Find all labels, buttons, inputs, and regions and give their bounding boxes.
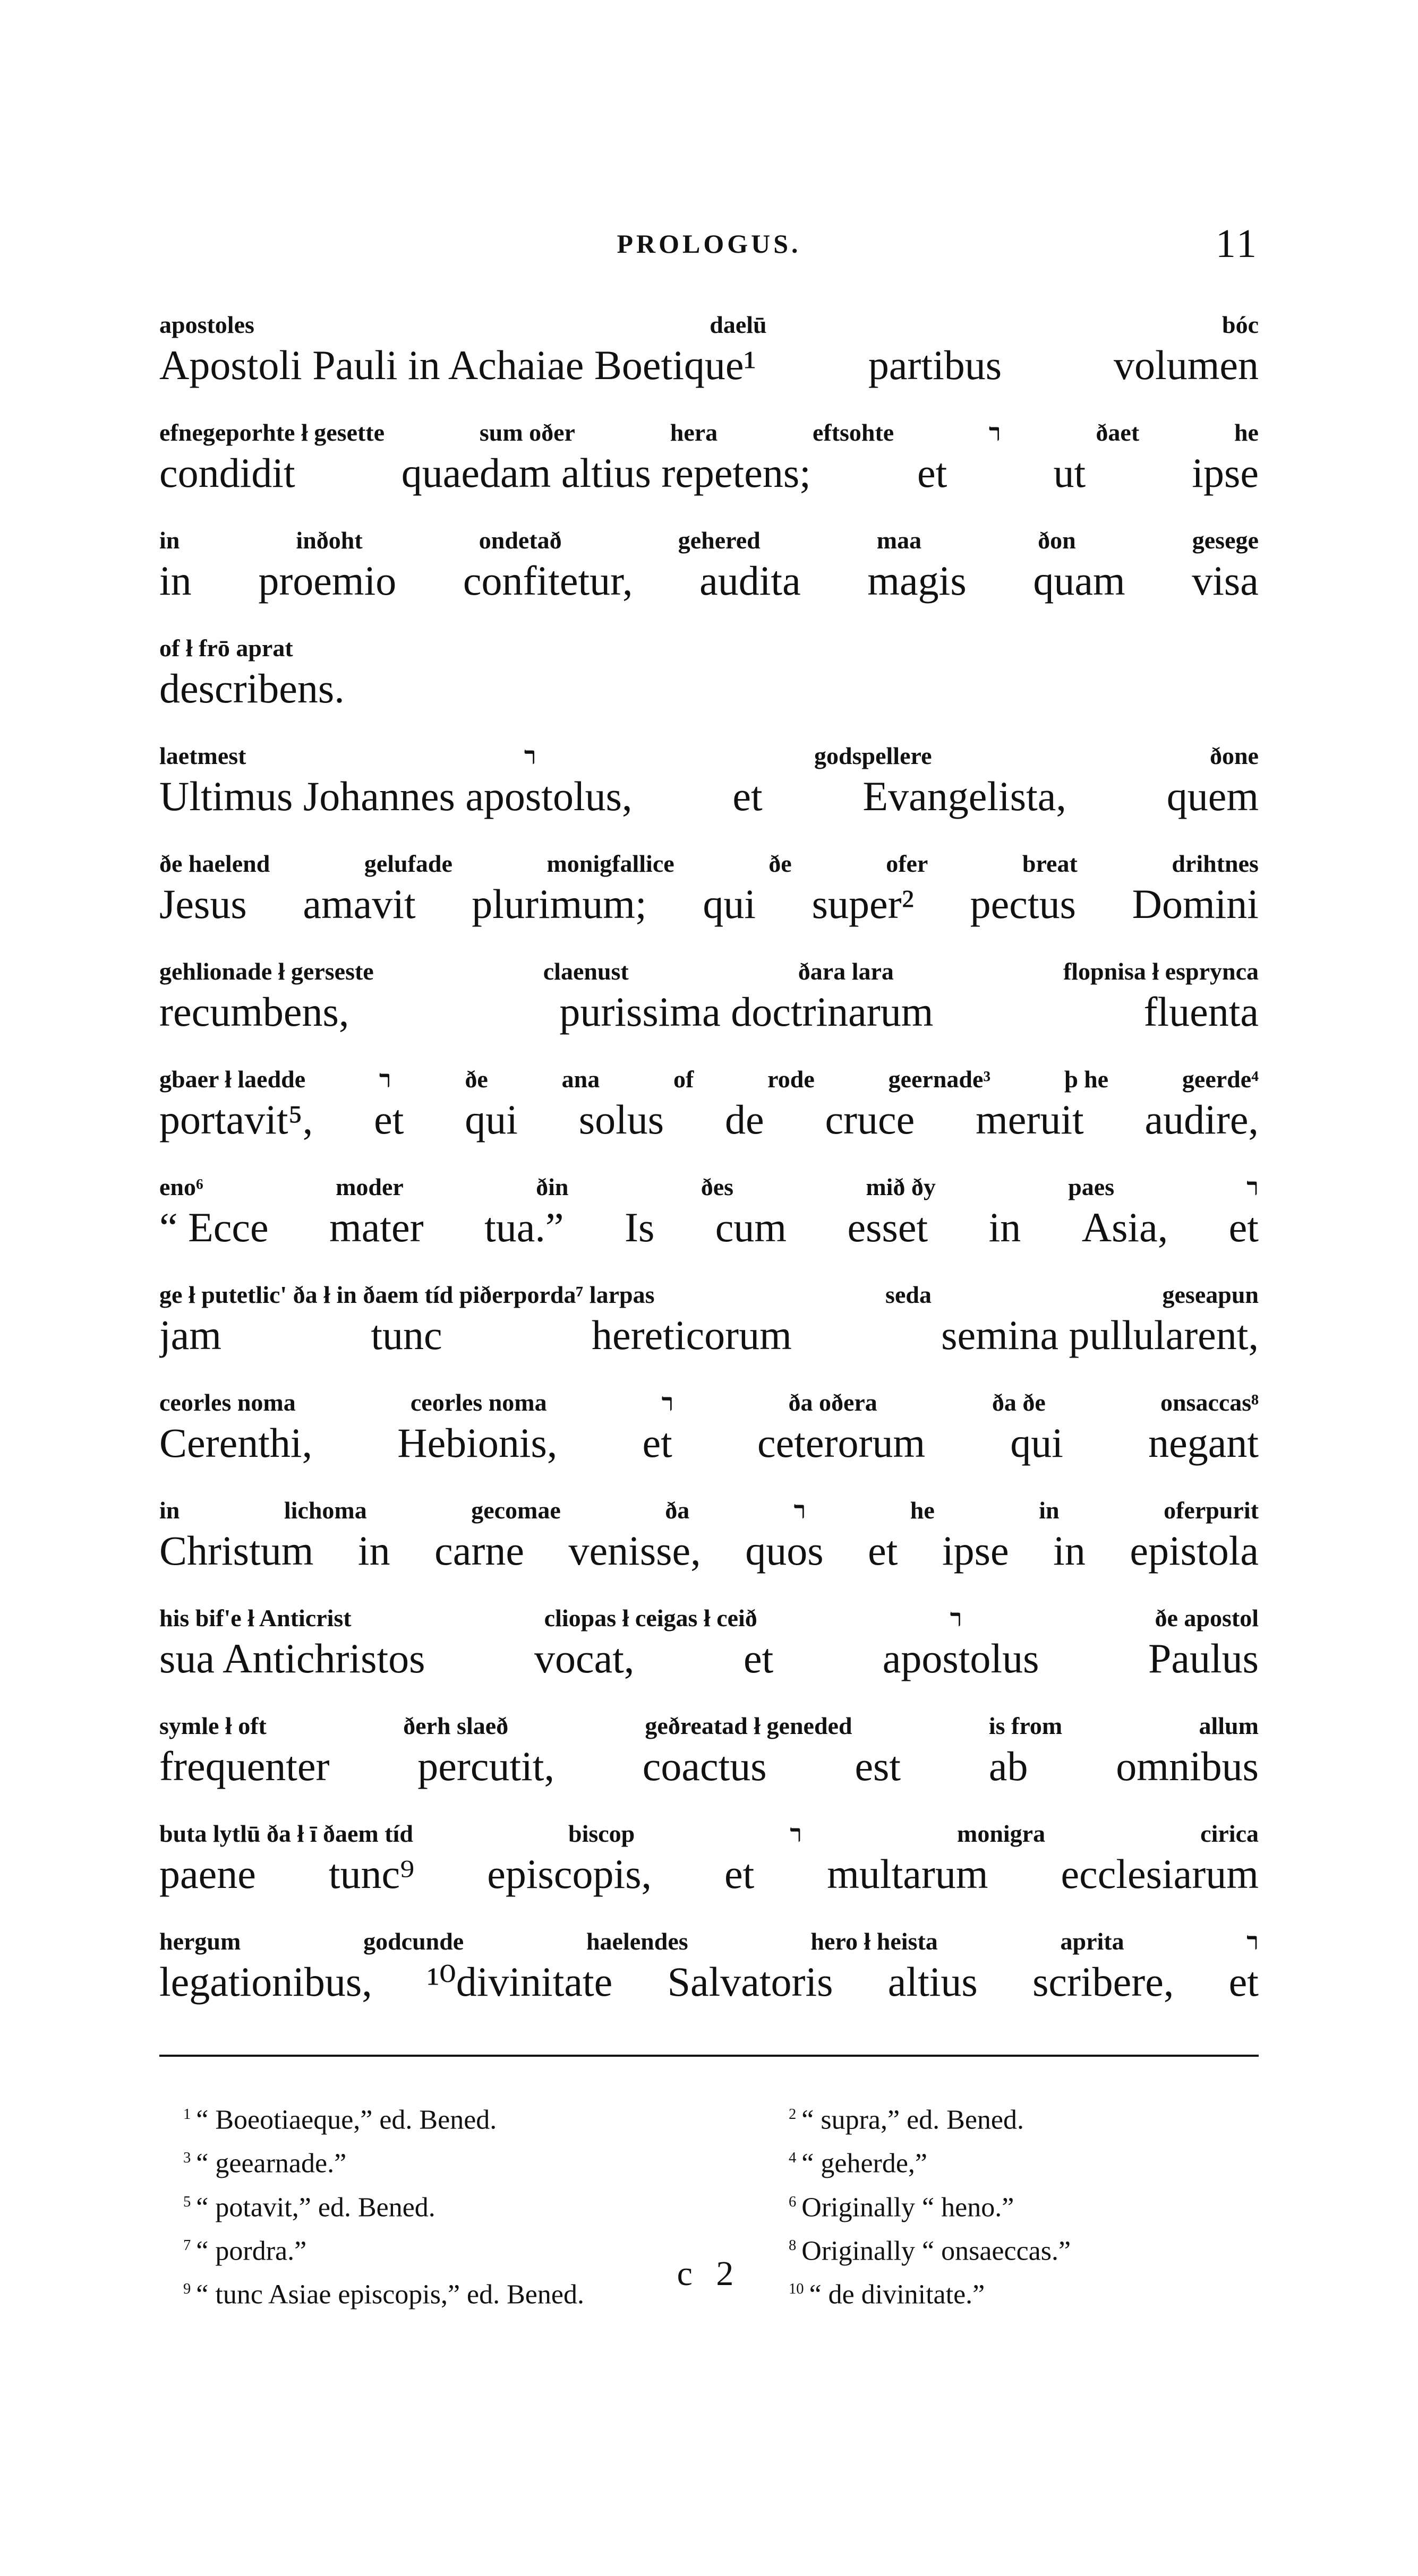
gloss-line <box>159 957 1259 990</box>
gloss-word: aprita <box>1060 1928 1124 1955</box>
latin-word: semina pullularent, <box>941 1312 1259 1358</box>
gloss-word: ר <box>1246 1928 1259 1955</box>
latin-word: purissima doctrinarum <box>559 989 934 1035</box>
latin-word: Is <box>624 1204 655 1250</box>
gloss-word: ofer <box>886 850 928 877</box>
gloss-word: ceorles noma <box>159 1389 296 1416</box>
interlinear-text <box>159 311 1259 2035</box>
gloss-word: ðes <box>701 1173 734 1200</box>
latin-word: percutit, <box>417 1743 554 1789</box>
gloss-word: ðone <box>1209 742 1259 769</box>
latin-word: ipse <box>942 1527 1009 1574</box>
footnote-mark: 10 <box>789 2281 804 2298</box>
latin-word: in <box>988 1204 1021 1250</box>
latin-word: fluenta <box>1143 989 1259 1035</box>
footnote <box>789 2097 1267 2137</box>
latin-word: tunc⁹ <box>328 1851 415 1897</box>
latin-word: et <box>917 450 947 496</box>
gloss-line <box>159 1604 1259 1637</box>
latin-word: jam <box>159 1312 221 1358</box>
gloss-word: daelū <box>710 311 767 338</box>
gloss-word: godspellere <box>814 742 932 769</box>
latin-word: meruit <box>976 1096 1084 1143</box>
gloss-word: paes <box>1068 1173 1115 1200</box>
latin-word: scribere, <box>1032 1959 1174 2005</box>
gloss-word: gehered <box>678 527 761 554</box>
footnote-text: “ potavit,” ed. Bened. <box>196 2192 435 2222</box>
latin-word: visa <box>1192 557 1259 604</box>
line-pair <box>159 311 1259 418</box>
latin-word: epistola <box>1130 1527 1259 1574</box>
latin-word: proemio <box>258 557 397 604</box>
latin-line <box>159 449 1259 502</box>
gloss-word: is from <box>988 1712 1063 1739</box>
gloss-word: ר <box>661 1389 674 1416</box>
latin-line <box>159 665 1259 718</box>
latin-word: est <box>855 1743 901 1789</box>
gloss-word: ðe <box>768 850 792 877</box>
line-pair <box>159 1173 1259 1281</box>
footnote-mark: 4 <box>789 2150 797 2167</box>
latin-word: solus <box>578 1096 664 1143</box>
gloss-word: þ he <box>1064 1066 1109 1093</box>
gloss-word: godcunde <box>363 1928 464 1955</box>
gloss-word: ר <box>950 1604 962 1632</box>
latin-line <box>159 880 1259 933</box>
footnote-divider <box>159 2055 1259 2057</box>
latin-word: de <box>724 1096 764 1143</box>
footnote <box>789 2185 1267 2225</box>
gloss-word: biscop <box>568 1820 635 1847</box>
latin-line <box>159 1635 1259 1688</box>
footnote-mark: 9 <box>183 2281 191 2298</box>
gloss-word: ðon <box>1038 527 1076 554</box>
latin-word: ¹⁰divinitate <box>427 1959 613 2005</box>
gloss-line <box>159 634 1259 667</box>
latin-line <box>159 557 1259 610</box>
latin-word: Hebionis, <box>397 1420 558 1466</box>
latin-word: Jesus <box>159 881 247 927</box>
latin-word: tua.” <box>484 1204 564 1250</box>
line-pair <box>159 849 1259 957</box>
footnote-mark: 5 <box>183 2193 191 2210</box>
footnote <box>183 2185 789 2225</box>
signature-mark: c 2 <box>677 2254 741 2293</box>
latin-word: quos <box>745 1527 824 1574</box>
gloss-line <box>159 849 1259 882</box>
line-pair <box>159 1927 1259 2035</box>
gloss-word: gehlionade ł gerseste <box>159 958 374 985</box>
latin-word: et <box>642 1420 672 1466</box>
gloss-word: ר <box>790 1820 802 1847</box>
gloss-word: hero ł heista <box>810 1928 938 1955</box>
gloss-word: monigfallice <box>546 850 674 877</box>
gloss-word: geðreatad ł geneded <box>645 1712 852 1739</box>
gloss-word: ðe haelend <box>159 850 270 877</box>
latin-word: qui <box>703 881 756 927</box>
line-pair <box>159 957 1259 1065</box>
latin-word: describens. <box>159 665 345 711</box>
latin-line <box>159 1850 1259 1903</box>
latin-word: et <box>724 1851 755 1897</box>
gloss-line <box>159 418 1259 451</box>
latin-word: in <box>1053 1527 1086 1574</box>
latin-word: coactus <box>642 1743 767 1789</box>
gloss-word: gecomae <box>471 1497 561 1524</box>
gloss-word: maa <box>876 527 922 554</box>
page-header <box>159 221 1259 281</box>
gloss-word: sum oðer <box>479 419 575 446</box>
latin-line <box>159 1096 1259 1149</box>
gloss-word: flopnisa ł espryncа <box>1063 958 1259 985</box>
latin-word: quaedam altius repetens; <box>401 450 811 496</box>
footnote-text: “ supra,” ed. Bened. <box>801 2105 1024 2135</box>
gloss-word: bóc <box>1222 311 1259 338</box>
line-pair <box>159 634 1259 742</box>
latin-word: paene <box>159 1851 256 1897</box>
footnote <box>789 2141 1267 2181</box>
latin-line <box>159 1742 1259 1796</box>
latin-word: condidit <box>159 450 295 496</box>
gloss-word: cliopas ł ceigas ł ceið <box>544 1604 757 1632</box>
gloss-word: allum <box>1199 1712 1259 1739</box>
gloss-line <box>159 1281 1259 1313</box>
gloss-line <box>159 311 1259 344</box>
gloss-line <box>159 1388 1259 1421</box>
gloss-word: hergum <box>159 1928 241 1955</box>
line-pair <box>159 1604 1259 1712</box>
latin-word: ab <box>988 1743 1028 1789</box>
gloss-word: hera <box>670 419 718 446</box>
gloss-word: claenust <box>543 958 629 985</box>
line-pair <box>159 1712 1259 1819</box>
latin-word: Cerenthi, <box>159 1420 313 1466</box>
gloss-word: ðaet <box>1096 419 1140 446</box>
latin-line <box>159 341 1259 394</box>
latin-line <box>159 1527 1259 1580</box>
latin-word: audita <box>699 557 801 604</box>
latin-word: Christum <box>159 1527 314 1574</box>
gloss-word: onsaccas⁸ <box>1160 1389 1259 1416</box>
latin-word: omnibus <box>1116 1743 1259 1789</box>
gloss-word: seda <box>885 1281 932 1308</box>
latin-word: sua Antichristos <box>159 1635 425 1681</box>
gloss-word: drihtnes <box>1172 850 1259 877</box>
latin-word: amavit <box>303 881 416 927</box>
gloss-word: apostoles <box>159 311 254 338</box>
latin-word: hereticorum <box>591 1312 792 1358</box>
gloss-word: eftsohte <box>812 419 894 446</box>
gloss-word: geernade³ <box>888 1066 991 1093</box>
latin-word: Salvatoris <box>667 1959 833 2005</box>
footnote <box>183 2141 789 2181</box>
latin-word: et <box>743 1635 774 1681</box>
latin-word: et <box>868 1527 898 1574</box>
footnote-mark: 8 <box>789 2237 797 2254</box>
gloss-word: mið ðy <box>866 1173 936 1200</box>
latin-word: in <box>357 1527 390 1574</box>
latin-word: frequenter <box>159 1743 330 1789</box>
gloss-word: monigra <box>957 1820 1046 1847</box>
gloss-word: laetmest <box>159 742 246 769</box>
gloss-word: symle ł oft <box>159 1712 267 1739</box>
latin-word: et <box>1228 1204 1259 1250</box>
gloss-word: his bif'e ł Anticrist <box>159 1604 352 1632</box>
line-pair <box>159 1281 1259 1388</box>
latin-line <box>159 988 1259 1041</box>
latin-word: magis <box>867 557 967 604</box>
gloss-word: gbaer ł laedde <box>159 1066 306 1093</box>
line-pair <box>159 1065 1259 1173</box>
footnote-mark: 2 <box>789 2106 797 2123</box>
footnote-text: “ tunc Asiae episcopis,” ed. Bened. <box>196 2279 584 2310</box>
latin-word: ut <box>1053 450 1086 496</box>
footnote-text: “ pordra.” <box>196 2236 307 2266</box>
gloss-word: eno⁶ <box>159 1173 203 1200</box>
gloss-word: in <box>159 1497 180 1524</box>
gloss-line <box>159 1819 1259 1852</box>
latin-word: “ Ecce <box>159 1204 269 1250</box>
footnote-text: Originally “ heno.” <box>801 2192 1014 2222</box>
latin-word: vocat, <box>534 1635 635 1681</box>
latin-line <box>159 1419 1259 1472</box>
footnote-mark: 3 <box>183 2150 191 2167</box>
gloss-word: lichoma <box>284 1497 367 1524</box>
latin-word: partibus <box>868 342 1002 388</box>
latin-word: negant <box>1148 1420 1259 1466</box>
latin-word: volumen <box>1114 342 1259 388</box>
gloss-word: inðoht <box>296 527 363 554</box>
latin-line <box>159 1958 1259 2011</box>
gloss-word: ceorles noma <box>410 1389 547 1416</box>
gloss-line <box>159 1927 1259 1960</box>
latin-word: Asia, <box>1081 1204 1168 1250</box>
latin-word: recumbens, <box>159 989 349 1035</box>
gloss-word: in <box>1039 1497 1060 1524</box>
latin-word: Paulus <box>1148 1635 1259 1681</box>
latin-word: multarum <box>827 1851 988 1897</box>
latin-line <box>159 1311 1259 1364</box>
gloss-word: he <box>1234 419 1259 446</box>
latin-word: carne <box>434 1527 524 1574</box>
latin-word: Evangelista, <box>862 773 1066 819</box>
footnote-mark: 1 <box>183 2106 191 2123</box>
latin-word: et <box>374 1096 404 1143</box>
gloss-word: ða ðe <box>992 1389 1046 1416</box>
latin-word: esset <box>847 1204 928 1250</box>
gloss-line <box>159 1173 1259 1206</box>
footnote-text: “ de divinitate.” <box>809 2279 985 2310</box>
latin-word: venisse, <box>568 1527 701 1574</box>
latin-word: Apostoli Pauli in Achaiae Boetique¹ <box>159 342 756 388</box>
gloss-word: gelufade <box>364 850 452 877</box>
gloss-word: ר <box>989 419 1001 446</box>
latin-word: confitetur, <box>463 557 633 604</box>
line-pair <box>159 1496 1259 1604</box>
gloss-word: of <box>673 1066 694 1093</box>
latin-word: quam <box>1033 557 1125 604</box>
latin-word: Domini <box>1132 881 1259 927</box>
line-pair <box>159 526 1259 634</box>
gloss-word: ðe <box>465 1066 488 1093</box>
gloss-word: haelendes <box>586 1928 688 1955</box>
gloss-word: cirica <box>1200 1820 1259 1847</box>
gloss-word: ðerh slaeð <box>403 1712 509 1739</box>
gloss-word: breat <box>1022 850 1078 877</box>
latin-word: ceterorum <box>757 1420 926 1466</box>
gloss-word: ר <box>379 1066 391 1093</box>
gloss-word: ðin <box>536 1173 569 1200</box>
running-head: PROLOGUS. <box>617 229 801 259</box>
footnote-mark: 7 <box>183 2237 191 2254</box>
gloss-word: ondetað <box>479 527 562 554</box>
gloss-word: ðe apostol <box>1155 1604 1259 1632</box>
gloss-word: buta lytlū ða ł ī ðaem tíd <box>159 1820 413 1847</box>
footnote-mark: 6 <box>789 2193 797 2210</box>
latin-word: audire, <box>1144 1096 1259 1143</box>
gloss-word: moder <box>336 1173 404 1200</box>
page-number: 11 <box>1215 221 1259 266</box>
latin-word: super² <box>811 881 914 927</box>
line-pair <box>159 418 1259 526</box>
latin-word: mater <box>329 1204 424 1250</box>
latin-word: ecclesiarum <box>1061 1851 1259 1897</box>
gloss-word: of ł frō aprat <box>159 634 293 662</box>
latin-word: tunc <box>371 1312 442 1358</box>
gloss-word: geseapun <box>1162 1281 1259 1308</box>
footnote-text: “ Boeotiaeque,” ed. Bened. <box>196 2105 497 2135</box>
latin-word: apostolus <box>882 1635 1039 1681</box>
latin-word: et <box>732 773 763 819</box>
latin-word: legationibus, <box>159 1959 372 2005</box>
gloss-line <box>159 526 1259 559</box>
latin-word: et <box>1228 1959 1259 2005</box>
latin-word: episcopis, <box>487 1851 652 1897</box>
line-pair <box>159 742 1259 849</box>
gloss-word: ר <box>793 1497 806 1524</box>
latin-line <box>159 1204 1259 1257</box>
latin-word: ipse <box>1192 450 1259 496</box>
gloss-word: geerde⁴ <box>1182 1066 1259 1093</box>
gloss-word: ge ł putetlic' ða ł in ðaem tíd piðerporda⁷ larpas <box>159 1281 655 1308</box>
gloss-word: ða oðera <box>788 1389 877 1416</box>
latin-line <box>159 772 1259 826</box>
gloss-line <box>159 1712 1259 1745</box>
line-pair <box>159 1819 1259 1927</box>
gloss-word: efnegeporhte ł gesette <box>159 419 385 446</box>
latin-word: cum <box>715 1204 787 1250</box>
latin-word: quem <box>1166 773 1259 819</box>
gloss-word: rode <box>767 1066 815 1093</box>
latin-word: qui <box>465 1096 518 1143</box>
footnote-text: “ geherde,” <box>801 2148 928 2179</box>
latin-word: in <box>159 557 192 604</box>
gloss-word: ר <box>1246 1173 1259 1200</box>
latin-word: pectus <box>970 881 1076 927</box>
gloss-word: gesege <box>1192 527 1259 554</box>
footnote-text: “ geearnade.” <box>196 2148 347 2179</box>
latin-word: Ultimus Johannes apostolus, <box>159 773 633 819</box>
gloss-word: ana <box>561 1066 600 1093</box>
latin-word: altius <box>887 1959 978 2005</box>
footnote-text: Originally “ onsaeccas.” <box>801 2236 1071 2266</box>
latin-word: cruce <box>825 1096 915 1143</box>
gloss-word: he <box>910 1497 935 1524</box>
gloss-line <box>159 742 1259 775</box>
gloss-word: in <box>159 527 180 554</box>
latin-word: qui <box>1010 1420 1063 1466</box>
latin-word: portavit⁵, <box>159 1096 313 1143</box>
gloss-word: ר <box>524 742 536 769</box>
line-pair <box>159 1388 1259 1496</box>
gloss-word: ða <box>665 1497 690 1524</box>
gloss-line <box>159 1496 1259 1529</box>
gloss-word: oferpurit <box>1164 1497 1259 1524</box>
gloss-line <box>159 1065 1259 1098</box>
footnote <box>183 2097 789 2137</box>
gloss-word: ðara lara <box>798 958 894 985</box>
latin-word: plurimum; <box>472 881 647 927</box>
